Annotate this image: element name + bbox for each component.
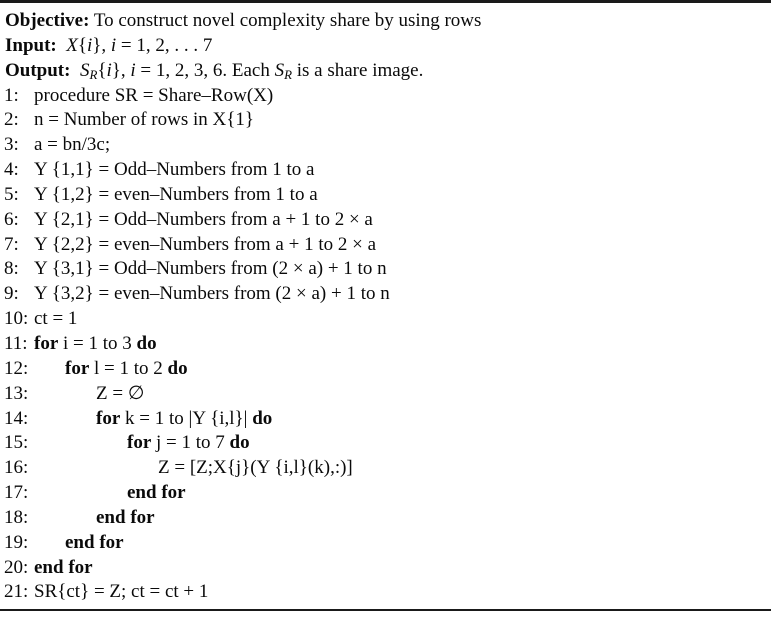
line-number: 9:	[4, 283, 19, 305]
keyword-text: Input:	[5, 34, 57, 56]
statement-text: Z = [Z;X{j}(Y {i,l}(k),:)]	[158, 457, 353, 479]
algorithm-line	[0, 456, 771, 481]
algorithm-line	[0, 108, 771, 133]
statement-text: SR{ct} = Z; ct = ct + 1	[34, 581, 209, 603]
statement-text: i	[106, 59, 112, 81]
line-body	[34, 134, 110, 155]
line-number: 7:	[4, 233, 19, 255]
statement-text: X	[66, 34, 78, 56]
line-number: 1:	[4, 84, 19, 106]
line-body	[34, 159, 315, 180]
statement-text: R	[284, 66, 292, 82]
statement-text: l = 1 to 2	[89, 357, 168, 379]
algorithm-line	[0, 233, 771, 258]
statement-text: Z = ∅	[96, 382, 145, 404]
statement-text: },	[111, 59, 131, 81]
statement-text	[70, 60, 80, 81]
algorithm-line	[0, 332, 771, 357]
algorithm-line	[0, 357, 771, 382]
line-number: 15:	[4, 432, 29, 454]
line-number: 14:	[4, 407, 29, 429]
statement-text: = 1, 2, 3, 6. Each	[135, 59, 275, 81]
keyword-text: do	[252, 407, 273, 429]
statement-text: k = 1 to |Y {i,l}|	[120, 407, 253, 429]
algorithm-line	[0, 382, 771, 407]
statement-text: Y {3,1} = Odd–Numbers from (2 × a) + 1 to n	[34, 258, 387, 280]
statement-text: i = 1 to 3	[58, 332, 137, 354]
statement-text: n = Number of rows in X{1}	[34, 109, 254, 131]
algorithm-line	[0, 307, 771, 332]
line-body	[34, 557, 93, 578]
keyword-text: end for	[65, 531, 124, 553]
algorithm-line	[0, 84, 771, 109]
keyword-text: do	[167, 357, 188, 379]
keyword-text: for	[65, 357, 90, 379]
algorithm-content	[0, 9, 771, 605]
line-body	[34, 383, 144, 404]
keyword-text: end for	[96, 506, 155, 528]
line-number: 12:	[4, 357, 29, 379]
line-body	[34, 184, 318, 205]
line-number: 19:	[4, 531, 29, 553]
line-body	[34, 258, 387, 279]
keyword-text: do	[136, 332, 157, 354]
line-body	[34, 85, 273, 106]
line-number: 5:	[4, 183, 19, 205]
algorithm-line	[0, 531, 771, 556]
statement-text: To construct novel complexity share by using rows	[89, 10, 482, 31]
statement-text: {	[97, 59, 107, 81]
line-body	[34, 308, 77, 329]
statement-text: procedure SR = Share–Row(X)	[34, 84, 274, 106]
keyword-text: end for	[127, 482, 186, 504]
line-number: 17:	[4, 482, 29, 504]
statement-text: a = bn/3c;	[34, 134, 111, 156]
statement-text	[57, 35, 67, 56]
keyword-text: Output:	[5, 59, 71, 81]
statement-text: S	[274, 59, 285, 81]
keyword-text: Objective:	[5, 10, 90, 31]
statement-text: {	[77, 34, 87, 56]
header-line	[0, 9, 771, 34]
algorithm-line	[0, 407, 771, 432]
statement-text: Y {3,2} = even–Numbers from (2 × a) + 1 to n	[34, 283, 390, 305]
keyword-text: do	[229, 432, 250, 454]
line-number: 8:	[4, 258, 19, 280]
keyword-text: for	[127, 432, 152, 454]
keyword-text: for	[96, 407, 121, 429]
line-body	[34, 333, 157, 354]
header-line	[0, 59, 771, 84]
statement-text: = 1, 2, . . . 7	[116, 34, 213, 56]
algorithm-line	[0, 481, 771, 506]
line-number: 21:	[4, 581, 29, 603]
header-line	[0, 34, 771, 59]
line-number: 10:	[4, 308, 29, 330]
line-body	[34, 358, 188, 379]
statement-text: is a share image.	[292, 59, 424, 81]
statement-text: ct = 1	[34, 308, 78, 330]
line-body	[34, 209, 373, 230]
line-number: 4:	[4, 159, 19, 181]
line-number: 11:	[4, 332, 28, 354]
algorithm-line	[0, 158, 771, 183]
statement-text: Y {2,2} = even–Numbers from a + 1 to 2 × a	[34, 233, 376, 255]
line-body	[34, 408, 272, 429]
algorithm-line	[0, 183, 771, 208]
top-rule	[0, 0, 771, 3]
statement-text: Y {1,2} = even–Numbers from 1 to a	[34, 183, 318, 205]
line-number: 6:	[4, 208, 19, 230]
line-number: 2:	[4, 109, 19, 131]
algorithm-line	[0, 282, 771, 307]
keyword-text: end for	[34, 556, 93, 578]
statement-text: i	[130, 59, 136, 81]
algorithm-line	[0, 208, 771, 233]
line-body	[34, 457, 353, 478]
statement-text: },	[92, 34, 111, 56]
line-number: 20:	[4, 556, 29, 578]
algorithm-line	[0, 257, 771, 282]
statement-text: i	[86, 34, 93, 56]
algorithm-line	[0, 431, 771, 456]
algorithm-line	[0, 580, 771, 605]
line-body	[34, 109, 254, 130]
line-body	[34, 581, 208, 602]
statement-text: Y {1,1} = Odd–Numbers from 1 to a	[34, 159, 315, 181]
line-body	[34, 507, 155, 528]
algorithm-line	[0, 133, 771, 158]
line-body	[34, 482, 186, 503]
line-number: 3:	[4, 134, 19, 156]
statement-text: i	[110, 34, 117, 56]
line-number: 16:	[4, 457, 29, 479]
line-number: 13:	[4, 382, 29, 404]
statement-text: R	[89, 66, 98, 82]
keyword-text: for	[34, 332, 59, 354]
line-body	[34, 432, 250, 453]
statement-text: Y {2,1} = Odd–Numbers from a + 1 to 2 × a	[34, 208, 373, 230]
algorithm-line	[0, 506, 771, 531]
statement-text: j = 1 to 7	[151, 432, 230, 454]
line-body	[34, 234, 376, 255]
line-body	[34, 283, 390, 304]
algorithm-line	[0, 556, 771, 581]
line-body	[34, 532, 124, 553]
line-number: 18:	[4, 506, 29, 528]
statement-text: S	[79, 59, 90, 81]
bottom-rule	[0, 609, 771, 611]
